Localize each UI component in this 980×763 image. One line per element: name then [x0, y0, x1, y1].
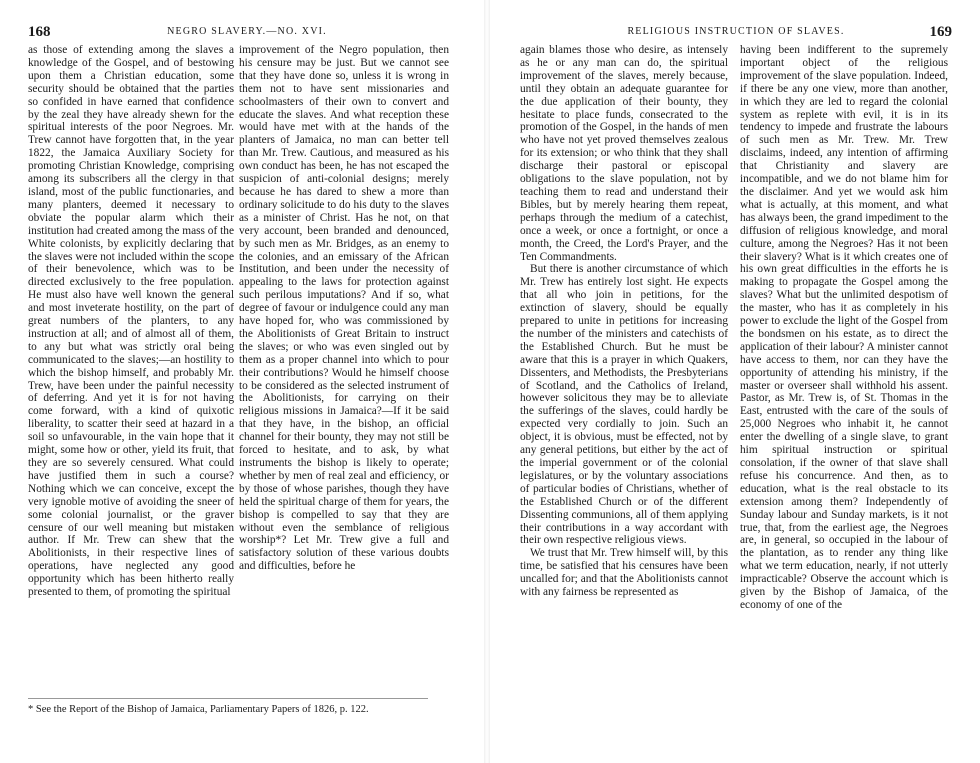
left-page: [0, 0, 484, 763]
running-head: NEGRO SLAVERY.—NO. XVI.: [167, 26, 327, 37]
page-number: 168: [28, 24, 51, 40]
paragraph: again blames those who desire, as intensely as he or any man can do, the spiritual improvement of the slaves, merely because, until they obtain an adequate guarantee for the due application of their bounty, they hesitate to place funds, consecrated to the promotion of the Gospel, in the hands of men who have not yet proved themselves zealous for its extension; or who think that they shall discharge their pastoral or episcopal obligations to the slave population, not by teaching them to read and understand their Bibles, but by merely hearing them repeat, perhaps through the medium of a catechist, once a week, or once a fortnight, or once a month, the Creed, the Lord's Prayer, and the Ten Commandments.: [520, 44, 728, 263]
left-page-header: [28, 24, 466, 40]
text-column-1: [28, 44, 234, 689]
right-page-header: [520, 24, 952, 40]
running-head: RELIGIOUS INSTRUCTION OF SLAVES.: [627, 26, 845, 37]
paragraph: improvement of the Negro population, then his censure may be just. But we cannot see that they have done so, unless it is wrong in them not to have sent missionaries and schoolmasters of their own to convert and educate the slaves. And what reception these would have met with at the hands of the planters of Jamaica, no man can better tell than Mr. Trew. Cautious, and measured as his own conduct has been, he has not escaped the suspicion of anti-colonial designs; merely because he has dared to shew a more than ordinary solicitude to do his duty to the slaves as a minister of Christ. Has he not, on that very account, been branded and denounced, by such men as Mr. Bridges, as an enemy to the colonies, and an emissary of the African Institution, and been under the necessity of appealing to the laws for protection against such perilous imputations? And if so, what degree of favour or indulgence could any man have hoped for, who was commissioned by the Abolitionists of Great Britain to instruct the slaves; or who was even singled out by them as a proper channel into which to pour their contributions? Would he himself choose to be considered as the selected instrument of the Abolitionists, for carrying on their religious missions in Jamaica?—If it be said that they have, in the bishop, an official channel for their bounty, they may not still be forced to hesitate, and to ask, by what instruments the bishop is likely to operate; whether by men of real zeal and efficiency, or by those of whose parishes, though they have held the spiritual charge of them for years, the bishop is compelled to say that they are without even the semblance of religious worship*? Let Mr. Trew give a full and satisfactory solution of these various doubts and difficulties, before he: [239, 44, 449, 573]
footnote-rule: [28, 698, 428, 699]
paragraph: as those of extending among the slaves a knowledge of the Gospel, and of bestowing upon them a Christian education, some security should be obtained that the parties so confided in have earned that confidence by the zeal they have already shewn for the spiritual interests of the poor Negroes. Mr. Trew cannot have forgotten that, in the year 1822, the Jamaica Auxiliary Society for promoting Christian Knowledge, comprising among its subscribers all the clergy in that island, most of the public functionaries, and many planters, deemed it necessary to obviate the popular alarm which their institution had created among the mass of the White colonists, by explicitly declaring that the slaves were not included within the scope of their benevolence, which was to be directed exclusively to the free population. He must also have well known the general and most inveterate hostility, on the part of great numbers of the planters, to any instruction at all; and of almost all of them, to any but what was strictly oral being communicated to the slaves;—an hostility to which the bishop himself, and probably Mr. Trew, have been under the painful necessity of deferring. And yet it is for not having come forward, with a kind of quixotic liberality, to scatter their seed at hazard in a soil so unfavourable, in the vain hope that it might, some how or other, yield its fruit, that they are so severely censured. What could have justified them in such a course? Nothing which we can conceive, except the very ignoble motive of avoiding the sneer of some colonial journalist, or the graver censure of our well meaning but mistaken author. If Mr. Trew can shew that the Abolitionists, in their respective lines of operations, have neglected any good opportunity which has been hitherto really presented to them, of promoting the spiritual: [28, 44, 234, 599]
text-column-2: [740, 44, 948, 714]
paragraph: But there is another circumstance of which Mr. Trew has entirely lost sight. He expects that all who join in petitions, for the extinction of slavery, should be equally prepared to unite in petitions for increasing the number of the ministers and catechists of the Established Church. But he must be aware that this is a prayer in which Quakers, Dissenters, and Methodists, the Presbyterians of Scotland, and the Catholics of Ireland, however solicitous they may be to alleviate the sufferings of the slaves, could hardly be expected very cordially to join. Such an object, it is obvious, must be effected, not by any general petitions, but either by the act of the imperial government or of the colonial legislatures, or by the voluntary associations of particular bodies of Christians, whether of the Established Church or of the different Dissenting communions, all of them applying their contributions in a way accordant with their own respective religious views.: [520, 263, 728, 547]
text-column-1: [520, 44, 728, 714]
text-column-2: [239, 44, 449, 689]
footnote-text: * See the Report of the Bishop of Jamaica, Parliamentary Papers of 1826, p. 122.: [28, 704, 369, 715]
paragraph: We trust that Mr. Trew himself will, by this time, be satisfied that his censures have been uncalled for; and that the Abolitionists cannot with any fairness be represented as: [520, 547, 728, 599]
paragraph: having been indifferent to the supremely important object of the religious improvement of the slave population. Indeed, if there be any one view, more than another, in which they are led to regard the colonial system as replete with evil, it is in its tendency to impede and frustrate the labours of such men as Mr. Trew. Mr. Trew disclaims, indeed, any intention of affirming that Christianity and slavery are incompatible, and we do not blame him for the disclaimer. And yet we would ask him what is actually, at this moment, and what has always been, the grand impediment to the diffusion of religious knowledge, and moral culture, among the Negroes? Has it not been their slavery? What is it which creates one of his own great difficulties in the efforts he is making to propagate the Gospel among the slaves? What but the unlimited despotism of the master, who has it as completely in his power to exclude the light of the Gospel from the bondsmen on his estate, as to direct the application of their labour? A minister cannot have access to them, nor can they have the opportunity of attending his ministry, if the master or overseer shall withhold his assent. Pastor, as Mr. Trew is, of St. Thomas in the East, entrusted with the care of the souls of 25,000 Negroes who inhabit it, he cannot enter the dwelling of a single slave, to grant him spiritual instruction or spiritual consolation, if the owner of that slave shall refuse his concurrence. And then, as to education, what is the real obstacle to its extension among them? Independently of Sunday labour and Sunday markets, is it not true, that, from the earliest age, the Negroes are, in general, so occupied in the labour of the plantation, as to render any thing like what we term education, nearly, if not utterly impracticable? Observe the account which is given by the Bishop of Jamaica, of the economy of one of the: [740, 44, 948, 611]
footnote: [28, 704, 448, 716]
right-page: [490, 0, 980, 763]
page-number: 169: [929, 24, 952, 40]
